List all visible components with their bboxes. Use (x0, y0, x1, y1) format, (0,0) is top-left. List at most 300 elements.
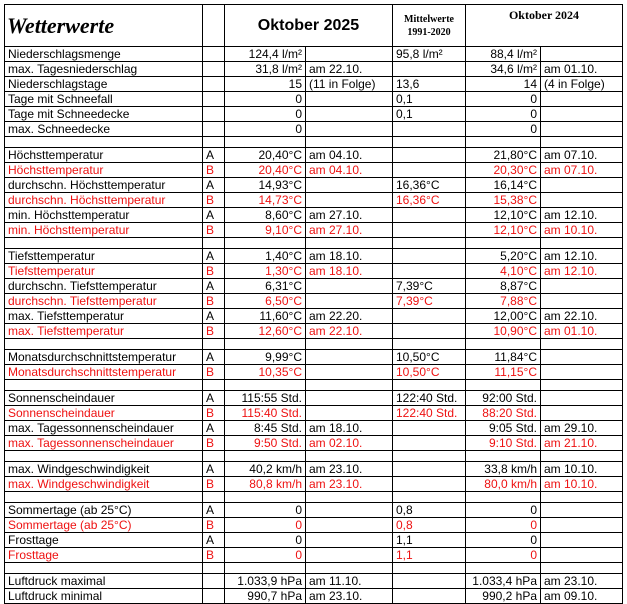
date-2024 (541, 92, 623, 107)
mean-value: 122:40 Std. (393, 406, 466, 421)
spacer-cell (393, 492, 466, 503)
table-row (5, 309, 623, 324)
value-2024: 14 (466, 77, 541, 92)
row-label: durchschn. Höchsttemperatur (5, 193, 203, 208)
table-row (5, 365, 623, 380)
station-code: B (203, 324, 225, 339)
mean-value: 13,6 (393, 77, 466, 92)
spacer-cell (393, 380, 466, 391)
station-code: B (203, 477, 225, 492)
spacer-cell (225, 563, 306, 574)
spacer-cell (5, 380, 203, 391)
table-row (5, 148, 623, 163)
station-code: A (203, 462, 225, 477)
row-label: Höchsttemperatur (5, 148, 203, 163)
value-2024: 9:05 Std. (466, 421, 541, 436)
value-2024: 20,30°C (466, 163, 541, 178)
value-2025: 0 (225, 107, 306, 122)
spacer-cell (466, 451, 541, 462)
value-2024: 88,4 l/m² (466, 47, 541, 62)
table-row (5, 324, 623, 339)
mean-value: 7,39°C (393, 279, 466, 294)
station-code: A (203, 309, 225, 324)
date-2024: (4 in Folge) (541, 77, 623, 92)
table-row (5, 77, 623, 92)
spacer-cell (203, 137, 225, 148)
value-2024: 11,15°C (466, 365, 541, 380)
spacer-cell (5, 451, 203, 462)
row-label: Frosttage (5, 533, 203, 548)
value-2025: 1,30°C (225, 264, 306, 279)
station-code: A (203, 279, 225, 294)
date-2024 (541, 503, 623, 518)
date-2025: am 18.10. (306, 249, 393, 264)
date-2025 (306, 518, 393, 533)
row-label: max. Tagessonnenscheindauer (5, 421, 203, 436)
mean-value (393, 208, 466, 223)
date-2024: am 09.10. (541, 589, 623, 604)
station-code: A (203, 249, 225, 264)
row-label: min. Höchsttemperatur (5, 208, 203, 223)
station-code: A (203, 148, 225, 163)
spacer-cell (225, 492, 306, 503)
spacer-cell (306, 451, 393, 462)
spacer-cell (5, 563, 203, 574)
spacer-cell (225, 137, 306, 148)
value-2025: 11,60°C (225, 309, 306, 324)
row-label: max. Tagessonnenscheindauer (5, 436, 203, 451)
table-row (5, 406, 623, 421)
spacer-cell (466, 380, 541, 391)
mean-value: 10,50°C (393, 350, 466, 365)
spacer-cell (466, 238, 541, 249)
date-2025 (306, 279, 393, 294)
mean-value (393, 249, 466, 264)
value-2024: 9:10 Std. (466, 436, 541, 451)
row-label: Luftdruck minimal (5, 589, 203, 604)
spacer-cell (466, 339, 541, 350)
date-2025: am 23.10. (306, 462, 393, 477)
table-row (5, 47, 623, 62)
table-row (5, 477, 623, 492)
table-row (5, 122, 623, 137)
date-2024 (541, 122, 623, 137)
spacer-cell (203, 563, 225, 574)
spacer-row (5, 137, 623, 148)
mean-value: 16,36°C (393, 193, 466, 208)
date-2025 (306, 503, 393, 518)
header-mittelwerte (393, 5, 466, 47)
date-2025: am 22.10. (306, 62, 393, 77)
mean-value (393, 309, 466, 324)
spacer-row (5, 451, 623, 462)
row-label: max. Tagesniederschlag (5, 62, 203, 77)
spacer-cell (541, 451, 623, 462)
station-code: A (203, 503, 225, 518)
station-code: B (203, 193, 225, 208)
value-2025: 115:40 Std. (225, 406, 306, 421)
row-label: Monatsdurchschnittstemperatur (5, 365, 203, 380)
date-2025: am 23.10. (306, 477, 393, 492)
date-2025 (306, 548, 393, 563)
date-2025 (306, 294, 393, 309)
value-2025: 9,10°C (225, 223, 306, 238)
value-2025: 9:50 Std. (225, 436, 306, 451)
mean-value (393, 421, 466, 436)
table-row (5, 574, 623, 589)
value-2024: 33,8 km/h (466, 462, 541, 477)
date-2025 (306, 193, 393, 208)
row-label: durchschn. Höchsttemperatur (5, 178, 203, 193)
value-2025: 115:55 Std. (225, 391, 306, 406)
value-2025: 0 (225, 92, 306, 107)
spacer-cell (306, 238, 393, 249)
row-label: durchschn. Tiefsttemperatur (5, 279, 203, 294)
spacer-cell (203, 339, 225, 350)
spacer-cell (5, 492, 203, 503)
date-2024: am 22.10. (541, 309, 623, 324)
spacer-cell (225, 339, 306, 350)
header-october-2024: Oktober 2024 (466, 5, 623, 47)
spacer-cell (5, 238, 203, 249)
spacer-cell (541, 137, 623, 148)
date-2025 (306, 365, 393, 380)
table-row (5, 503, 623, 518)
weather-table-body (5, 5, 623, 604)
station-code: B (203, 294, 225, 309)
spacer-row (5, 563, 623, 574)
spacer-cell (203, 238, 225, 249)
row-label: Niederschlagstage (5, 77, 203, 92)
date-2024: am 01.10. (541, 62, 623, 77)
mean-value (393, 264, 466, 279)
table-row (5, 294, 623, 309)
row-label: Tiefsttemperatur (5, 249, 203, 264)
station-code: B (203, 436, 225, 451)
value-2024: 12,00°C (466, 309, 541, 324)
date-2025 (306, 122, 393, 137)
date-2024: am 07.10. (541, 163, 623, 178)
station-code: B (203, 223, 225, 238)
value-2024: 21,80°C (466, 148, 541, 163)
spacer-cell (306, 137, 393, 148)
date-2024: am 12.10. (541, 264, 623, 279)
mean-value: 0,8 (393, 518, 466, 533)
table-row (5, 436, 623, 451)
spacer-cell (541, 492, 623, 503)
value-2025: 14,73°C (225, 193, 306, 208)
row-label: Höchsttemperatur (5, 163, 203, 178)
value-2025: 6,50°C (225, 294, 306, 309)
station-code (203, 574, 225, 589)
table-row (5, 589, 623, 604)
date-2024 (541, 406, 623, 421)
weather-table (4, 4, 623, 604)
date-2025: am 22.20. (306, 309, 393, 324)
row-label: Sommertage (ab 25°C) (5, 503, 203, 518)
station-code (203, 122, 225, 137)
value-2024: 11,84°C (466, 350, 541, 365)
table-row (5, 163, 623, 178)
date-2024 (541, 178, 623, 193)
date-2024 (541, 279, 623, 294)
spacer-cell (225, 451, 306, 462)
station-code: B (203, 406, 225, 421)
value-2024: 8,87°C (466, 279, 541, 294)
spacer-cell (393, 451, 466, 462)
date-2024: am 12.10. (541, 249, 623, 264)
date-2025: am 27.10. (306, 208, 393, 223)
value-2025: 9,99°C (225, 350, 306, 365)
header-station-cell (203, 5, 225, 47)
date-2024 (541, 294, 623, 309)
row-label: Sonnenscheindauer (5, 391, 203, 406)
value-2024: 4,10°C (466, 264, 541, 279)
row-label: Sommertage (ab 25°C) (5, 518, 203, 533)
date-2024: am 29.10. (541, 421, 623, 436)
mean-value: 122:40 Std. (393, 391, 466, 406)
mean-value (393, 436, 466, 451)
date-2025: am 22.10. (306, 324, 393, 339)
spacer-cell (541, 339, 623, 350)
station-code (203, 107, 225, 122)
mean-value (393, 589, 466, 604)
station-code: A (203, 533, 225, 548)
value-2024: 1.033,4 hPa (466, 574, 541, 589)
spacer-cell (393, 563, 466, 574)
value-2025: 0 (225, 122, 306, 137)
spacer-cell (541, 380, 623, 391)
station-code: A (203, 421, 225, 436)
value-2024: 5,20°C (466, 249, 541, 264)
spacer-cell (393, 238, 466, 249)
spacer-cell (393, 137, 466, 148)
value-2024: 0 (466, 92, 541, 107)
station-code: B (203, 365, 225, 380)
value-2024: 0 (466, 518, 541, 533)
date-2024 (541, 107, 623, 122)
table-row (5, 208, 623, 223)
row-label: Tage mit Schneefall (5, 92, 203, 107)
mean-value: 10,50°C (393, 365, 466, 380)
date-2025: am 04.10. (306, 148, 393, 163)
spacer-row (5, 380, 623, 391)
value-2025: 20,40°C (225, 163, 306, 178)
value-2024: 0 (466, 548, 541, 563)
date-2025 (306, 178, 393, 193)
spacer-row (5, 339, 623, 350)
value-2024: 80,0 km/h (466, 477, 541, 492)
spacer-cell (306, 380, 393, 391)
mean-value: 1,1 (393, 548, 466, 563)
table-row (5, 462, 623, 477)
mean-value: 95,8 l/m² (393, 47, 466, 62)
date-2025 (306, 533, 393, 548)
station-code: B (203, 518, 225, 533)
value-2025: 80,8 km/h (225, 477, 306, 492)
row-label: max. Tiefsttemperatur (5, 324, 203, 339)
date-2025: am 18.10. (306, 264, 393, 279)
value-2025: 14,93°C (225, 178, 306, 193)
date-2024 (541, 391, 623, 406)
header-row (5, 5, 623, 47)
spacer-cell (306, 563, 393, 574)
row-label: Sonnenscheindauer (5, 406, 203, 421)
station-code: A (203, 391, 225, 406)
date-2024 (541, 365, 623, 380)
date-2025 (306, 391, 393, 406)
value-2025: 8:45 Std. (225, 421, 306, 436)
header-mittelwerte-line1: Mittelwerte (404, 13, 454, 25)
mean-value: 0,1 (393, 107, 466, 122)
station-code (203, 47, 225, 62)
station-code: A (203, 178, 225, 193)
date-2024 (541, 193, 623, 208)
date-2025 (306, 92, 393, 107)
table-row (5, 223, 623, 238)
date-2025: am 11.10. (306, 574, 393, 589)
table-row (5, 62, 623, 77)
spacer-cell (466, 492, 541, 503)
date-2024 (541, 548, 623, 563)
spacer-cell (5, 137, 203, 148)
mean-value (393, 462, 466, 477)
table-row (5, 421, 623, 436)
mean-value: 1,1 (393, 533, 466, 548)
date-2024 (541, 47, 623, 62)
value-2025: 0 (225, 518, 306, 533)
value-2025: 10,35°C (225, 365, 306, 380)
date-2024 (541, 518, 623, 533)
header-mittelwerte-line2: 1991-2020 (407, 26, 451, 38)
value-2024: 34,6 l/m² (466, 62, 541, 77)
spacer-cell (393, 339, 466, 350)
value-2025: 0 (225, 548, 306, 563)
value-2024: 10,90°C (466, 324, 541, 339)
spacer-row (5, 238, 623, 249)
mean-value (393, 223, 466, 238)
spacer-cell (541, 563, 623, 574)
row-label: Niederschlagsmenge (5, 47, 203, 62)
row-label: max. Windgeschwindigkeit (5, 477, 203, 492)
value-2025: 31,8 l/m² (225, 62, 306, 77)
value-2024: 0 (466, 122, 541, 137)
value-2024: 12,10°C (466, 208, 541, 223)
mean-value (393, 62, 466, 77)
station-code: B (203, 264, 225, 279)
row-label: Frosttage (5, 548, 203, 563)
date-2025: am 23.10. (306, 589, 393, 604)
date-2025 (306, 406, 393, 421)
value-2025: 1,40°C (225, 249, 306, 264)
date-2025: am 04.10. (306, 163, 393, 178)
row-label: Monatsdurchschnittstemperatur (5, 350, 203, 365)
table-row (5, 264, 623, 279)
value-2024: 88:20 Std. (466, 406, 541, 421)
date-2024 (541, 350, 623, 365)
spacer-cell (225, 238, 306, 249)
date-2024: am 23.10. (541, 574, 623, 589)
date-2024: am 10.10. (541, 223, 623, 238)
row-label: Luftdruck maximal (5, 574, 203, 589)
value-2024: 16,14°C (466, 178, 541, 193)
station-code: B (203, 548, 225, 563)
value-2025: 15 (225, 77, 306, 92)
value-2024: 990,2 hPa (466, 589, 541, 604)
row-label: max. Windgeschwindigkeit (5, 462, 203, 477)
mean-value (393, 163, 466, 178)
date-2025 (306, 47, 393, 62)
value-2024: 15,38°C (466, 193, 541, 208)
row-label: Tiefsttemperatur (5, 264, 203, 279)
spacer-cell (466, 563, 541, 574)
value-2024: 7,88°C (466, 294, 541, 309)
spacer-cell (466, 137, 541, 148)
date-2024: am 21.10. (541, 436, 623, 451)
value-2025: 8,60°C (225, 208, 306, 223)
spacer-cell (203, 492, 225, 503)
value-2025: 124,4 l/m² (225, 47, 306, 62)
date-2024: am 10.10. (541, 462, 623, 477)
row-label: min. Höchsttemperatur (5, 223, 203, 238)
table-row (5, 350, 623, 365)
row-label: max. Tiefsttemperatur (5, 309, 203, 324)
date-2024 (541, 533, 623, 548)
station-code (203, 77, 225, 92)
date-2025: am 18.10. (306, 421, 393, 436)
mean-value: 0,1 (393, 92, 466, 107)
value-2024: 0 (466, 533, 541, 548)
date-2024: am 12.10. (541, 208, 623, 223)
spacer-cell (541, 238, 623, 249)
spacer-cell (5, 339, 203, 350)
mean-value (393, 148, 466, 163)
station-code: B (203, 163, 225, 178)
date-2024: am 10.10. (541, 477, 623, 492)
page-title: Wetterwerte (5, 5, 203, 47)
row-label: durchschn. Tiefsttemperatur (5, 294, 203, 309)
station-code: A (203, 208, 225, 223)
row-label: max. Schneedecke (5, 122, 203, 137)
value-2025: 990,7 hPa (225, 589, 306, 604)
spacer-cell (203, 451, 225, 462)
value-2025: 0 (225, 503, 306, 518)
spacer-cell (306, 492, 393, 503)
value-2025: 0 (225, 533, 306, 548)
mean-value: 16,36°C (393, 178, 466, 193)
station-code (203, 62, 225, 77)
mean-value (393, 477, 466, 492)
value-2025: 12,60°C (225, 324, 306, 339)
table-row (5, 92, 623, 107)
table-row (5, 107, 623, 122)
table-row (5, 518, 623, 533)
spacer-cell (225, 380, 306, 391)
date-2025 (306, 350, 393, 365)
value-2025: 20,40°C (225, 148, 306, 163)
date-2025: (11 in Folge) (306, 77, 393, 92)
date-2025: am 02.10. (306, 436, 393, 451)
station-code (203, 92, 225, 107)
header-october-2025: Oktober 2025 (225, 5, 393, 47)
value-2024: 0 (466, 503, 541, 518)
table-row (5, 178, 623, 193)
station-code: A (203, 350, 225, 365)
date-2025 (306, 107, 393, 122)
table-row (5, 249, 623, 264)
mean-value (393, 122, 466, 137)
value-2025: 1.033,9 hPa (225, 574, 306, 589)
